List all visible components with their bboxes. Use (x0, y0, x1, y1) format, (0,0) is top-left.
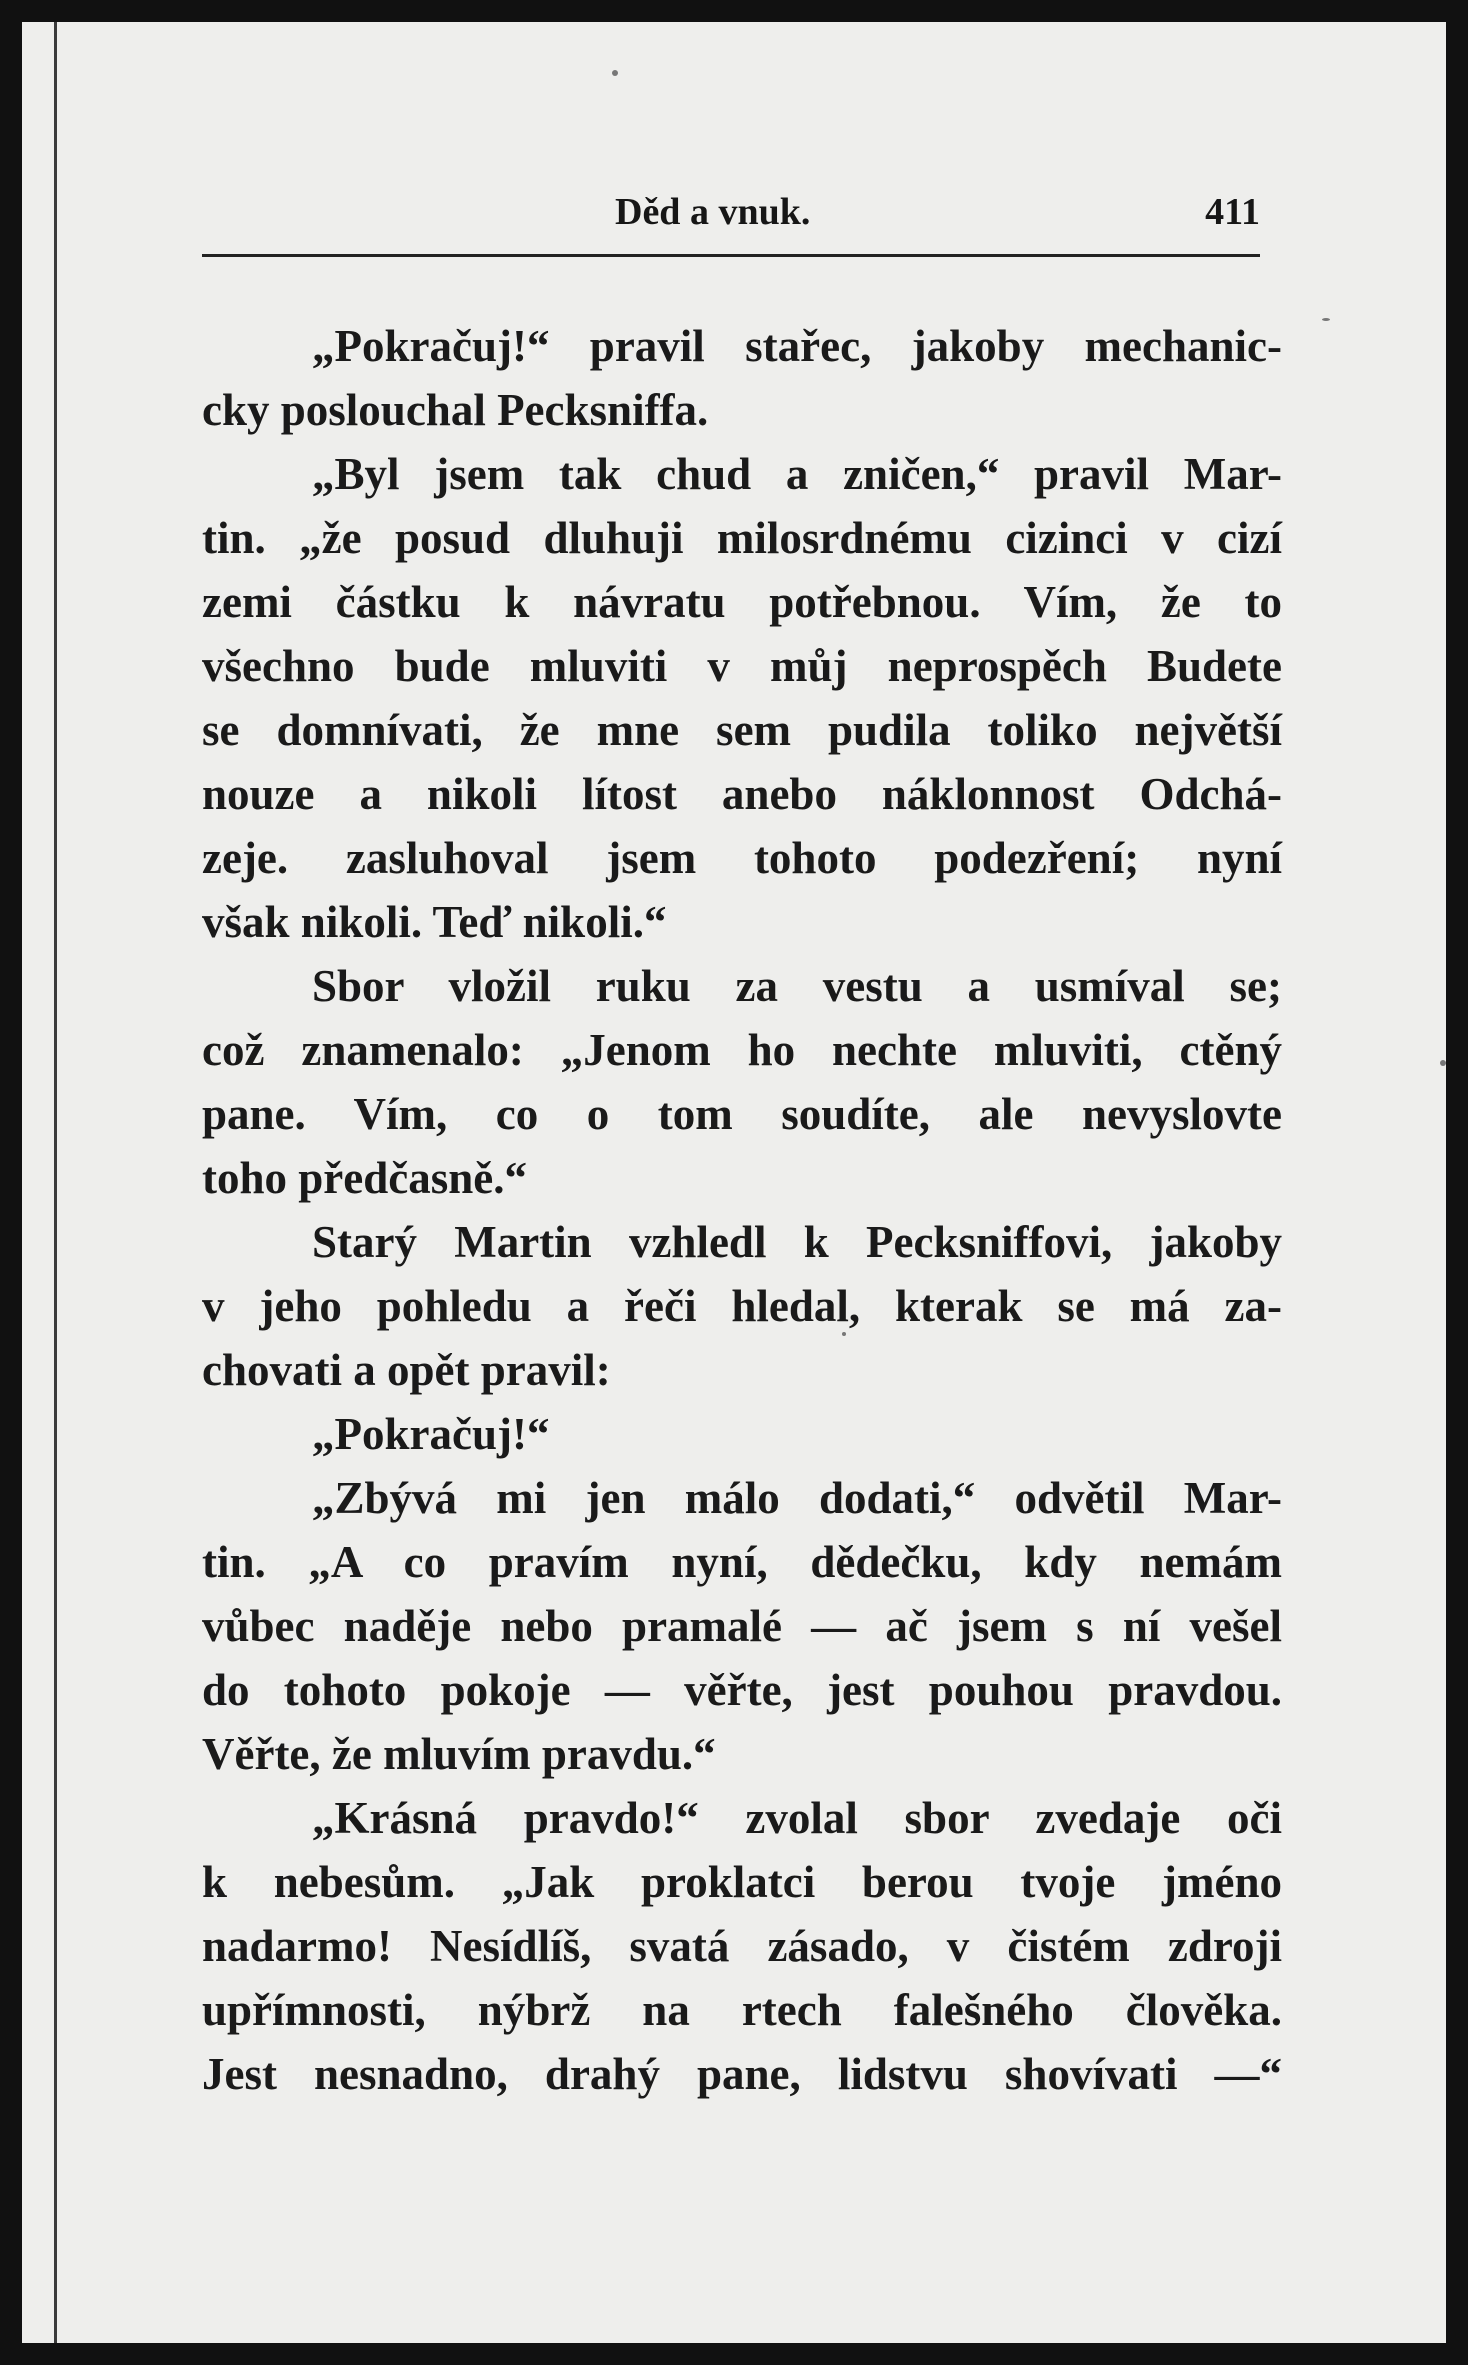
text-line: nadarmo! Nesídlíš, svatá zásado, v čistém zdroji (202, 1921, 1282, 1971)
paper-speck (1440, 1060, 1446, 1066)
text-line: Věřte, že mluvím pravdu.“ (202, 1729, 716, 1779)
text-line: „Pokračuj!“ (312, 1409, 550, 1459)
running-title: Děd a vnuk. (615, 191, 811, 233)
text-line: „Pokračuj!“ pravil stařec, jakoby mechanic- (312, 321, 1282, 371)
page-number: 411 (1205, 191, 1260, 233)
text-line: což znamenalo: „Jenom ho nechte mluviti, ctěný (202, 1025, 1282, 1075)
text-line: upřímnosti, nýbrž na rtech falešného člověka. (202, 1985, 1282, 2035)
paper-speck (842, 1332, 846, 1336)
text-line: chovati a opět pravil: (202, 1345, 611, 1395)
text-line: nouze a nikoli lítost anebo náklonnost Odchá- (202, 769, 1282, 819)
text-line: tin. „že posud dluhuji milosrdnému cizinci v cizí (202, 513, 1282, 563)
text-line: Starý Martin vzhledl k Pecksniffovi, jakoby (312, 1217, 1282, 1267)
text-line: se domnívati, že mne sem pudila toliko největší (202, 705, 1282, 755)
text-line: „Byl jsem tak chud a zničen,“ pravil Mar- (312, 449, 1282, 499)
text-line: však nikoli. Teď nikoli.“ (202, 897, 667, 947)
text-line: v jeho pohledu a řeči hledal, kterak se má za- (202, 1281, 1282, 1331)
header-rule (202, 254, 1260, 257)
text-line: „Krásná pravdo!“ zvolal sbor zvedaje oči (312, 1793, 1282, 1843)
paper-speck (612, 70, 618, 76)
paper-sheet (22, 22, 1446, 2343)
text-line: pane. Vím, co o tom soudíte, ale nevyslovte (202, 1089, 1282, 1139)
text-line: všechno bude mluviti v můj neprospěch Budete (202, 641, 1282, 691)
paper-speck (1322, 318, 1330, 321)
body-text (202, 314, 1282, 2106)
text-line: zemi částku k návratu potřebnou. Vím, že to (202, 577, 1282, 627)
text-line: vůbec naděje nebo pramalé — ač jsem s ní vešel (202, 1601, 1282, 1651)
text-line: do tohoto pokoje — věřte, jest pouhou pravdou. (202, 1665, 1282, 1715)
text-line: k nebesům. „Jak proklatci berou tvoje jméno (202, 1857, 1282, 1907)
text-line: Jest nesnadno, drahý pane, lidstvu shovívati —“ (202, 2049, 1282, 2099)
text-line: tin. „A co pravím nyní, dědečku, kdy nemám (202, 1537, 1282, 1587)
binding-edge (54, 22, 57, 2343)
page-header (202, 190, 1260, 246)
text-line: zeje. zasluhoval jsem tohoto podezření; nyní (202, 833, 1282, 883)
text-line: „Zbývá mi jen málo dodati,“ odvětil Mar- (312, 1473, 1282, 1523)
text-line: Sbor vložil ruku za vestu a usmíval se; (312, 961, 1282, 1011)
text-line: cky poslouchal Pecksniffa. (202, 385, 709, 435)
text-line: toho předčasně.“ (202, 1153, 527, 1203)
